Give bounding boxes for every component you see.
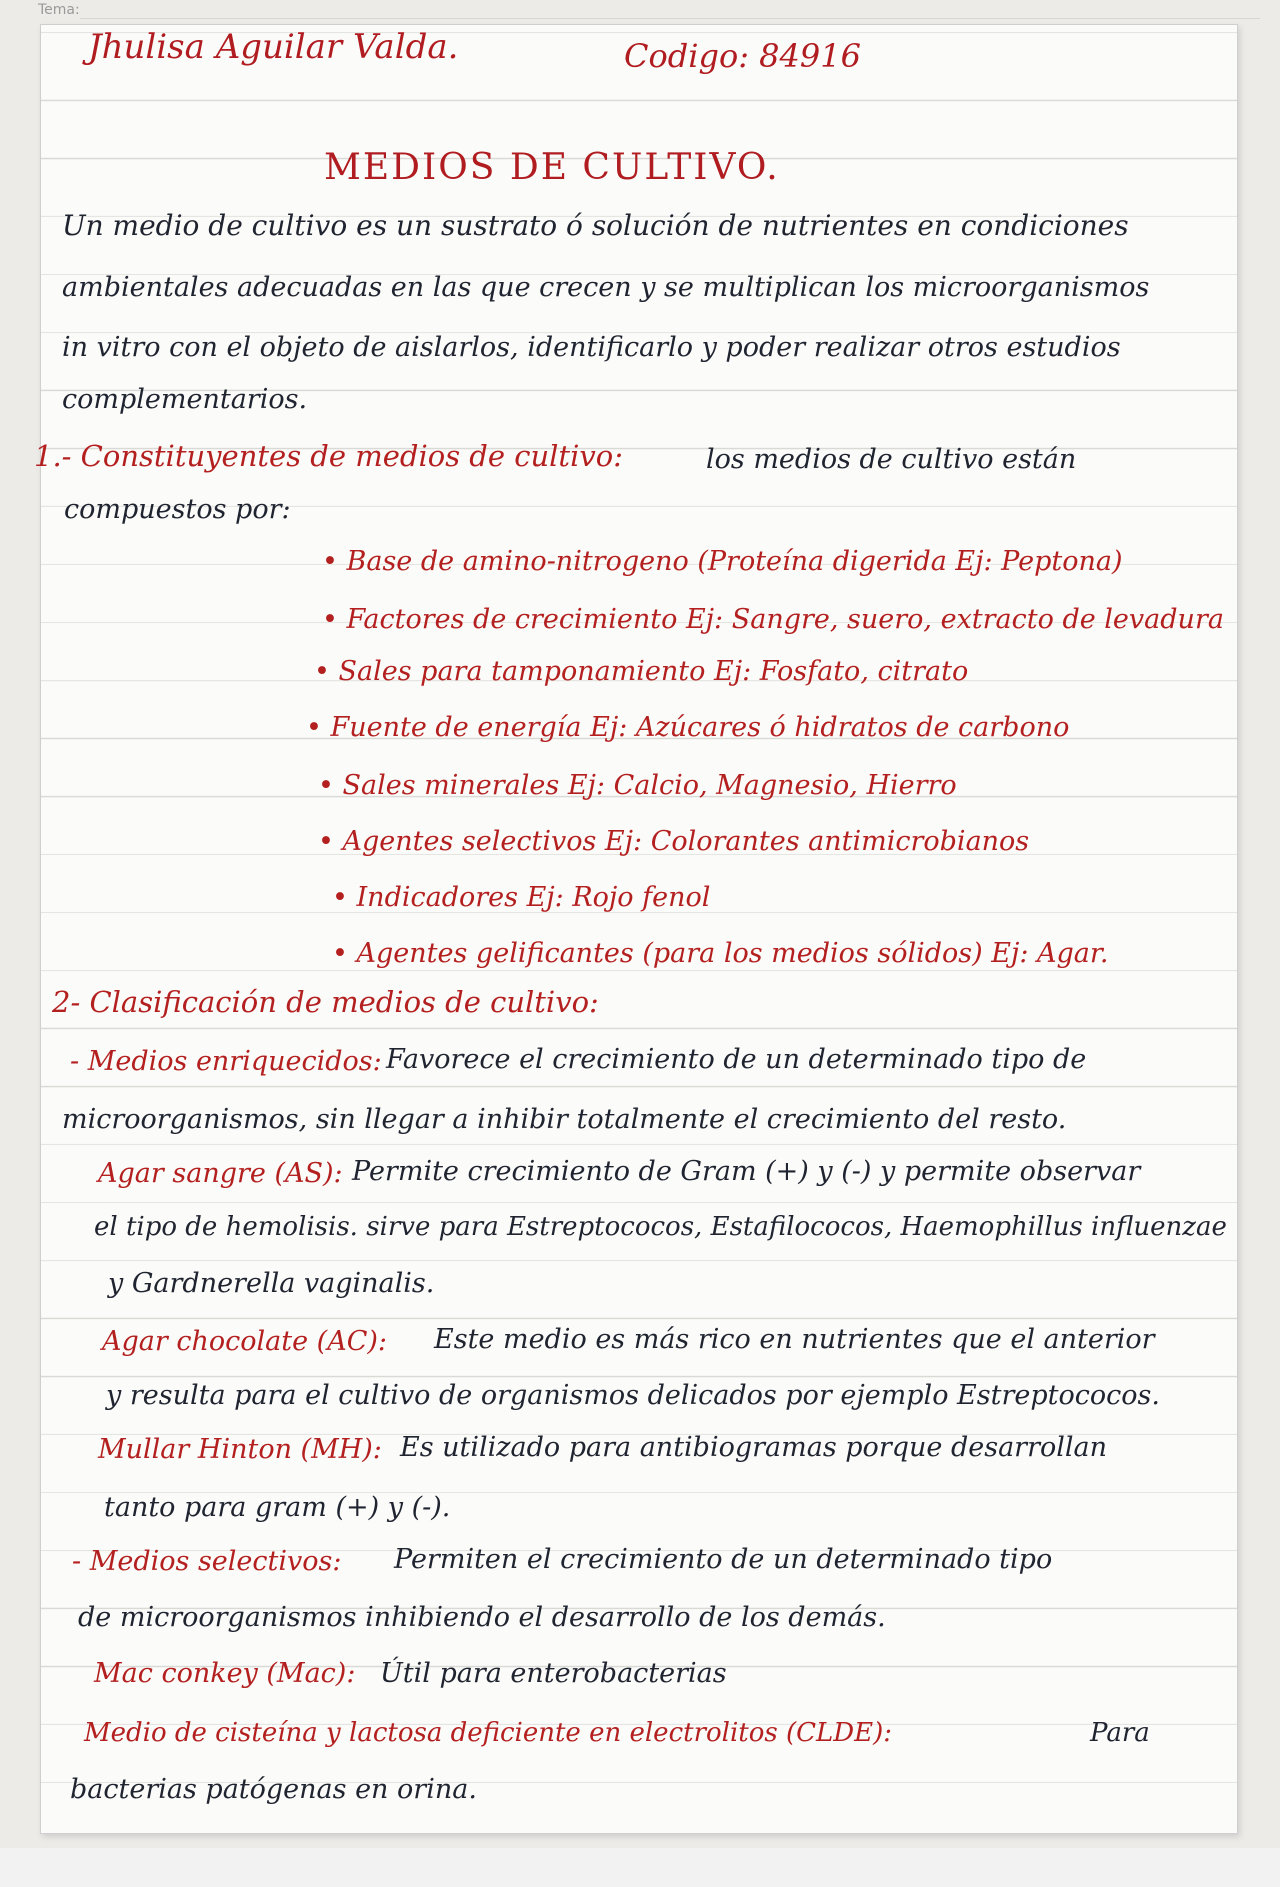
- section-1-lead-cont: compuestos por:: [64, 494, 291, 525]
- agar-chocolate-text-2: y resulta para el cultivo de organismos delicados por ejemplo Estreptococos.: [106, 1380, 1160, 1411]
- component-item-2: • Factores de crecimiento Ej: Sangre, suero, extracto de levadura: [322, 604, 1224, 635]
- component-item-1: • Base de amino-nitrogeno (Proteína digerida Ej: Peptona): [322, 546, 1123, 577]
- component-item-3: • Sales para tamponamiento Ej: Fosfato, citrato: [314, 656, 969, 687]
- cled-text-1: Para: [1090, 1718, 1150, 1748]
- section-1-heading: 1.- Constituyentes de medios de cultivo:: [34, 439, 623, 473]
- agar-chocolate-label: Agar chocolate (AC):: [102, 1326, 387, 1357]
- cled-text-2: bacterias patógenas en orina.: [70, 1774, 477, 1805]
- page-title: MEDIOS DE CULTIVO.: [324, 147, 780, 188]
- student-name: Jhulisa Aguilar Valda.: [88, 27, 459, 67]
- section-1-lead: los medios de cultivo están: [706, 444, 1077, 475]
- intro-line-3: in vitro con el objeto de aislarlos, identificarlo y poder realizar otros estudios: [62, 332, 1121, 363]
- component-item-8: • Agentes gelificantes (para los medios sólidos) Ej: Agar.: [332, 938, 1109, 969]
- agar-sangre-label: Agar sangre (AS):: [98, 1158, 343, 1189]
- component-item-7: • Indicadores Ej: Rojo fenol: [332, 882, 711, 913]
- muller-hinton-label: Mullar Hinton (MH):: [98, 1434, 382, 1465]
- intro-line-1: Un medio de cultivo es un sustrato ó solución de nutrientes en condiciones: [62, 209, 1129, 242]
- tema-label: Tema:: [38, 2, 80, 18]
- agar-chocolate-text-1: Este medio es más rico en nutrientes que el anterior: [434, 1324, 1155, 1355]
- selective-text-1: Permiten el crecimiento de un determinado tipo: [394, 1544, 1053, 1575]
- cled-label: Medio de cisteína y lactosa deficiente en electrolitos (CLDE):: [84, 1718, 893, 1748]
- intro-line-4: complementarios.: [62, 384, 308, 415]
- muller-hinton-text-2: tanto para gram (+) y (-).: [104, 1492, 451, 1523]
- muller-hinton-text-1: Es utilizado para antibiogramas porque desarrollan: [400, 1432, 1107, 1463]
- component-item-6: • Agentes selectivos Ej: Colorantes antimicrobianos: [318, 826, 1030, 857]
- agar-sangre-text-3: y Gardnerella vaginalis.: [108, 1268, 435, 1299]
- enriched-label: - Medios enriquecidos:: [70, 1046, 382, 1077]
- intro-line-2: ambientales adecuadas en las que crecen y se multiplican los microorganismos: [62, 272, 1150, 303]
- enriched-text-1: Favorece el crecimiento de un determinado tipo de: [386, 1044, 1087, 1075]
- component-item-5: • Sales minerales Ej: Calcio, Magnesio, Hierro: [318, 770, 957, 801]
- enriched-text-2: microorganismos, sin llegar a inhibir totalmente el crecimiento del resto.: [62, 1104, 1067, 1135]
- mac-conkey-text: Útil para enterobacterias: [380, 1658, 727, 1689]
- bottom-margin: [0, 1848, 1280, 1887]
- student-code: Codigo: 84916: [624, 37, 861, 75]
- selective-label: - Medios selectivos:: [72, 1546, 342, 1577]
- agar-sangre-text-2: el tipo de hemolisis. sirve para Estreptococos, Estafilococos, Haemophillus influenzae: [94, 1212, 1227, 1242]
- section-2-heading: 2- Clasificación de medios de cultivo:: [52, 985, 599, 1019]
- agar-sangre-text-1: Permite crecimiento de Gram (+) y (-) y permite observar: [352, 1156, 1141, 1187]
- mac-conkey-label: Mac conkey (Mac):: [94, 1658, 356, 1689]
- component-item-4: • Fuente de energía Ej: Azúcares ó hidratos de carbono: [306, 712, 1070, 743]
- tema-line: [80, 18, 1260, 19]
- selective-text-2: de microorganismos inhibiendo el desarrollo de los demás.: [78, 1602, 886, 1633]
